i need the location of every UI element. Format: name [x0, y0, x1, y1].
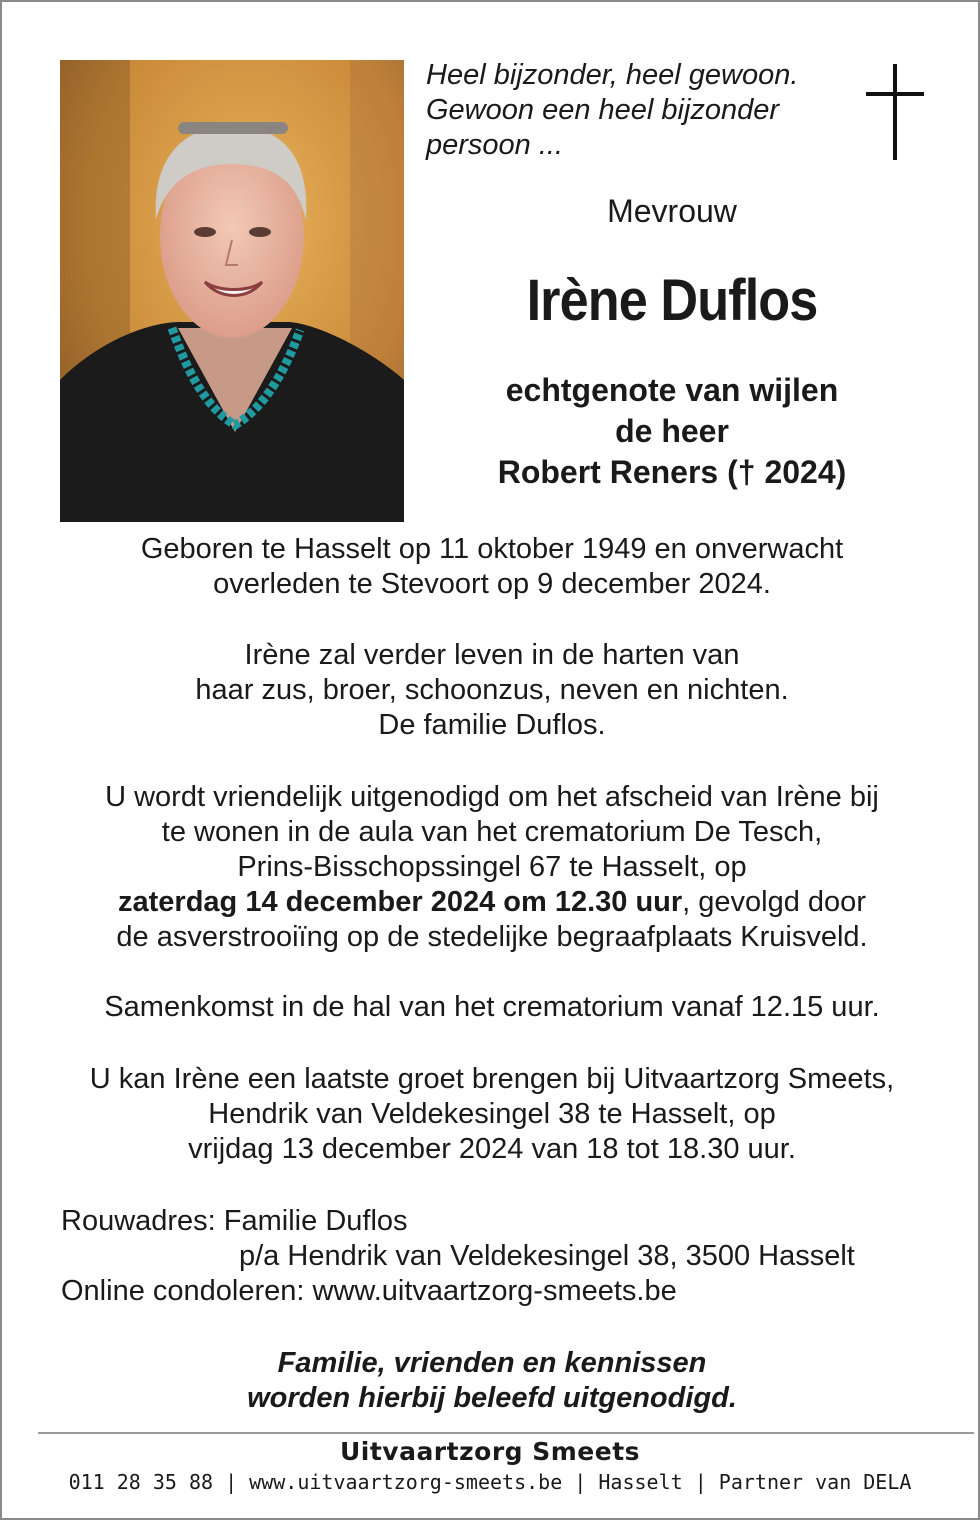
paragraph-line: Irène zal verder leven in de harten van [244, 639, 740, 671]
footer-divider [38, 1432, 974, 1434]
paragraph-line: U kan Irène een laatste groet brengen bij Uitvaartzorg Smeets, [89, 1063, 895, 1095]
quote-line: persoon ... [426, 129, 564, 161]
paragraph-line: haar zus, broer, schoonzus, neven en nichten. [195, 674, 789, 706]
paragraph-line: Geboren te Hasselt op 11 oktober 1949 en onverwacht [140, 533, 844, 565]
paragraph-line: De familie Duflos. [378, 709, 606, 741]
condolence-link[interactable]: Online condoleren: www.uitvaartzorg-smeets.be [61, 1275, 677, 1307]
spouse-block [422, 370, 922, 493]
mourning-address [61, 1204, 941, 1309]
spouse-line: echtgenote van wijlen [505, 372, 839, 408]
salutation: Mevrouw [607, 193, 737, 229]
paragraph-line: U wordt vriendelijk uitgenodigd om het afscheid van Irène bij [105, 781, 879, 813]
quote [426, 58, 856, 163]
ceremony-date: zaterdag 14 december 2024 om 12.30 uur [118, 886, 683, 918]
portrait-photo [60, 60, 404, 522]
paragraph-line: de asverstrooiïng op de stedelijke begraafplaats Kruisveld. [116, 921, 868, 953]
funeral-home-name: Uitvaartzorg Smeets [339, 1437, 641, 1466]
quote-line: Gewoon een heel bijzonder [426, 94, 780, 126]
funeral-home-contact: 011 28 35 88 | www.uitvaartzorg-smeets.be | Hasselt | Partner van DELA [68, 1470, 912, 1494]
ceremony-date-suffix: , gevolgd door [682, 886, 866, 918]
cross-icon [866, 64, 924, 160]
address-line: Rouwadres: Familie Duflos [61, 1205, 408, 1237]
closing-line: worden hierbij beleefd uitgenodigd. [247, 1382, 737, 1414]
paragraph-line: Samenkomst in de hal van het crematorium vanaf 12.15 uur. [104, 991, 880, 1023]
address-line: p/a Hendrik van Veldekesingel 38, 3500 Hasselt [239, 1240, 855, 1272]
birth-death-paragraph [32, 532, 952, 602]
paragraph-line: te wonen in de aula van het crematorium De Tesch, [161, 816, 823, 848]
survivors-paragraph [32, 638, 952, 743]
visitation-paragraph [32, 1062, 952, 1167]
paragraph-line: vrijdag 13 december 2024 van 18 tot 18.30 uur. [188, 1133, 796, 1165]
closing-line: Familie, vrienden en kennissen [277, 1347, 707, 1379]
spouse-line: Robert Reners († 2024) [497, 454, 847, 490]
paragraph-line: Hendrik van Veldekesingel 38 te Hasselt, op [208, 1098, 776, 1130]
gathering-paragraph [32, 990, 952, 1025]
paragraph-line: Prins-Bisschopssingel 67 te Hasselt, op [237, 851, 747, 883]
deceased-name: Irène Duflos [526, 268, 818, 333]
paragraph-line [32, 885, 952, 920]
paragraph-line: overleden te Stevoort op 9 december 2024. [213, 568, 771, 600]
portrait-image [60, 60, 404, 522]
spouse-line: de heer [615, 413, 729, 449]
closing-text [32, 1346, 952, 1416]
quote-line: Heel bijzonder, heel gewoon. [426, 59, 799, 91]
ceremony-paragraph [32, 780, 952, 955]
